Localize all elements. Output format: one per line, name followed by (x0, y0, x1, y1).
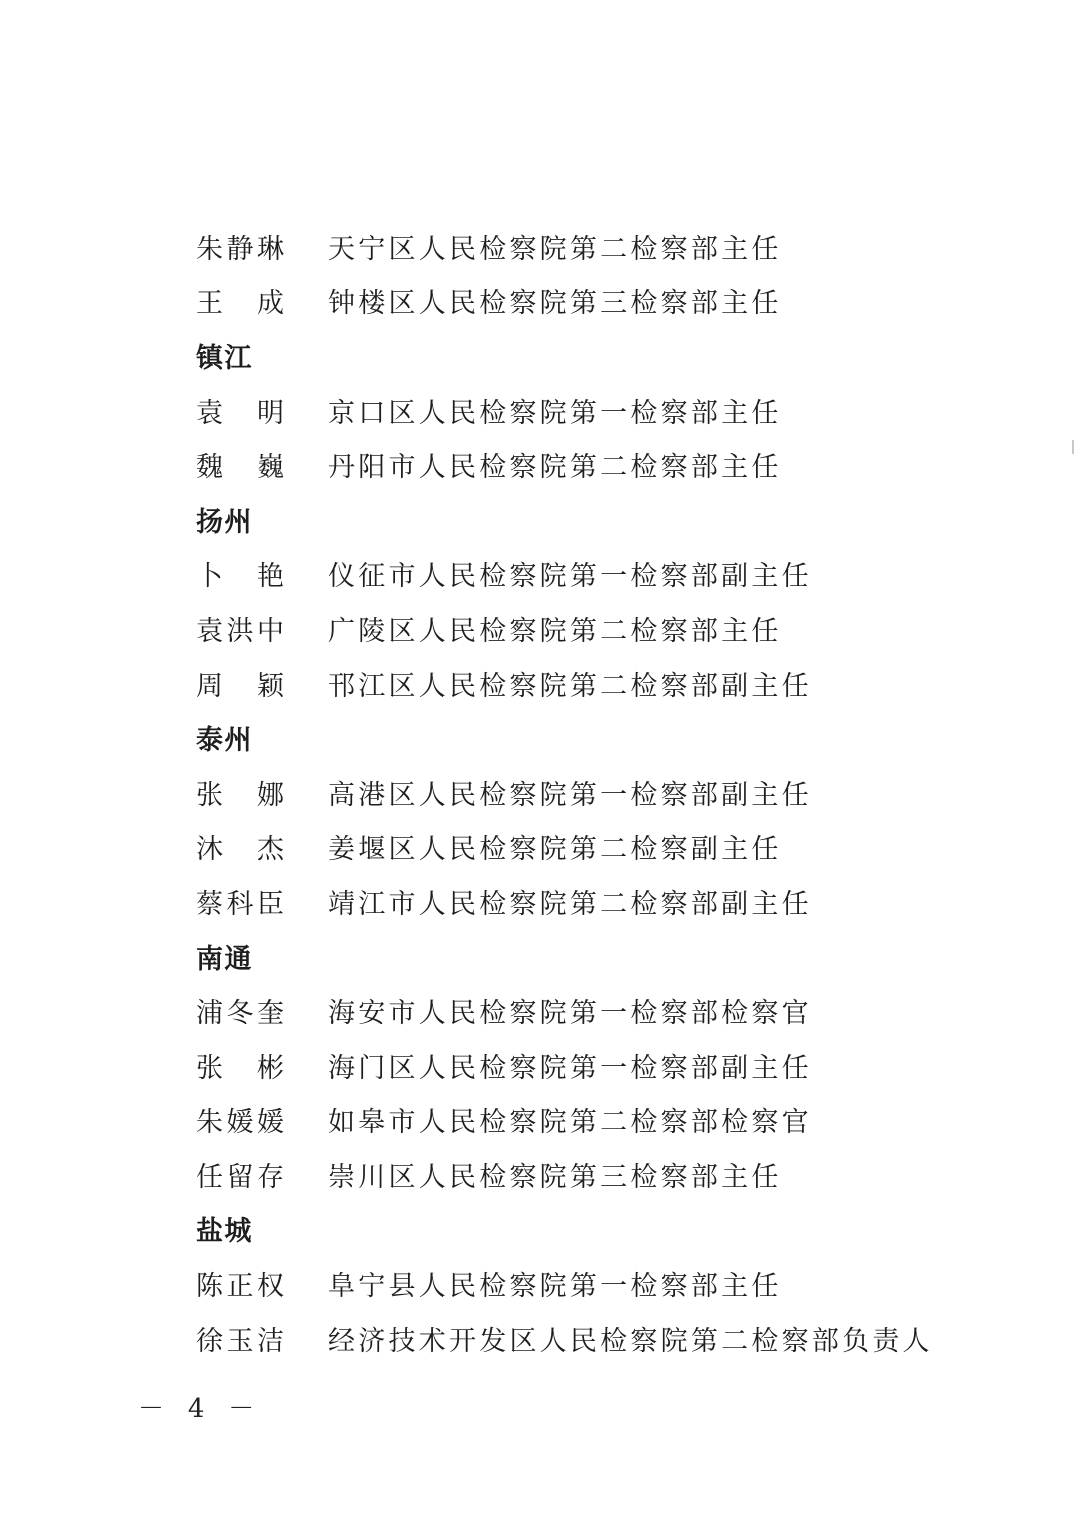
staff-position: 海安市人民检察院第一检察部检察官 (328, 998, 812, 1030)
region-heading (196, 492, 1036, 547)
staff-entry (196, 1093, 1036, 1148)
staff-name: 陈 正 权 (196, 1271, 284, 1303)
staff-entry (196, 1256, 1036, 1311)
staff-name: 朱 媛 媛 (196, 1107, 284, 1139)
staff-name: 徐 玉 洁 (196, 1325, 284, 1357)
staff-entry (196, 437, 1036, 492)
page-number: － 4 － (138, 1394, 263, 1424)
staff-name: 浦 冬 奎 (196, 998, 284, 1030)
staff-name: 沐 杰 (196, 834, 284, 866)
staff-position: 如皋市人民检察院第二检察部检察官 (328, 1107, 812, 1139)
staff-entry (196, 219, 1036, 274)
staff-position: 阜宁县人民检察院第一检察部主任 (328, 1271, 782, 1303)
staff-name: 王 成 (196, 288, 284, 320)
region-heading (196, 929, 1036, 984)
region-heading (196, 710, 1036, 765)
staff-entry (196, 601, 1036, 656)
document-body (196, 219, 1036, 1365)
staff-entry (196, 274, 1036, 329)
staff-name: 袁 洪 中 (196, 615, 284, 647)
staff-name: 任 留 存 (196, 1161, 284, 1193)
region-heading-text: 泰州 (196, 725, 253, 757)
staff-entry (196, 820, 1036, 875)
staff-name: 卜 艳 (196, 561, 284, 593)
staff-position: 天宁区人民检察院第二检察部主任 (328, 233, 782, 265)
staff-position: 高港区人民检察院第一检察部副主任 (328, 779, 812, 811)
staff-position: 仪征市人民检察院第一检察部副主任 (328, 561, 812, 593)
staff-position: 京口区人民检察院第一检察部主任 (328, 397, 782, 429)
staff-position: 靖江市人民检察院第二检察部副主任 (328, 888, 812, 920)
staff-entry (196, 1311, 1036, 1366)
staff-position: 姜堰区人民检察院第二检察副主任 (328, 834, 782, 866)
staff-position: 海门区人民检察院第一检察部副主任 (328, 1052, 812, 1084)
region-heading (196, 1202, 1036, 1257)
region-heading-text: 盐城 (196, 1216, 253, 1248)
staff-position: 钟楼区人民检察院第三检察部主任 (328, 288, 782, 320)
staff-position: 丹阳市人民检察院第二检察部主任 (328, 452, 782, 484)
staff-name: 蔡 科 臣 (196, 888, 284, 920)
staff-entry (196, 1147, 1036, 1202)
staff-position: 邗江区人民检察院第二检察部副主任 (328, 670, 812, 702)
staff-entry (196, 1038, 1036, 1093)
staff-entry (196, 547, 1036, 602)
region-heading-text: 镇江 (196, 342, 253, 374)
staff-entry (196, 656, 1036, 711)
staff-name: 张 娜 (196, 779, 284, 811)
staff-position: 广陵区人民检察院第二检察部主任 (328, 615, 782, 647)
staff-name: 张 彬 (196, 1052, 284, 1084)
staff-entry (196, 383, 1036, 438)
staff-position: 崇川区人民检察院第三检察部主任 (328, 1161, 782, 1193)
region-heading-text: 南通 (196, 943, 253, 975)
region-heading-text: 扬州 (196, 506, 253, 538)
staff-entry (196, 983, 1036, 1038)
staff-entry (196, 765, 1036, 820)
staff-name: 袁 明 (196, 397, 284, 429)
staff-position: 经济技术开发区人民检察院第二检察部负责人 (328, 1325, 933, 1357)
staff-name: 周 颖 (196, 670, 284, 702)
staff-name: 朱 静 琳 (196, 233, 284, 265)
region-heading (196, 328, 1036, 383)
staff-name: 魏 巍 (196, 452, 284, 484)
staff-entry (196, 874, 1036, 929)
scan-edge-mark (1072, 440, 1074, 454)
